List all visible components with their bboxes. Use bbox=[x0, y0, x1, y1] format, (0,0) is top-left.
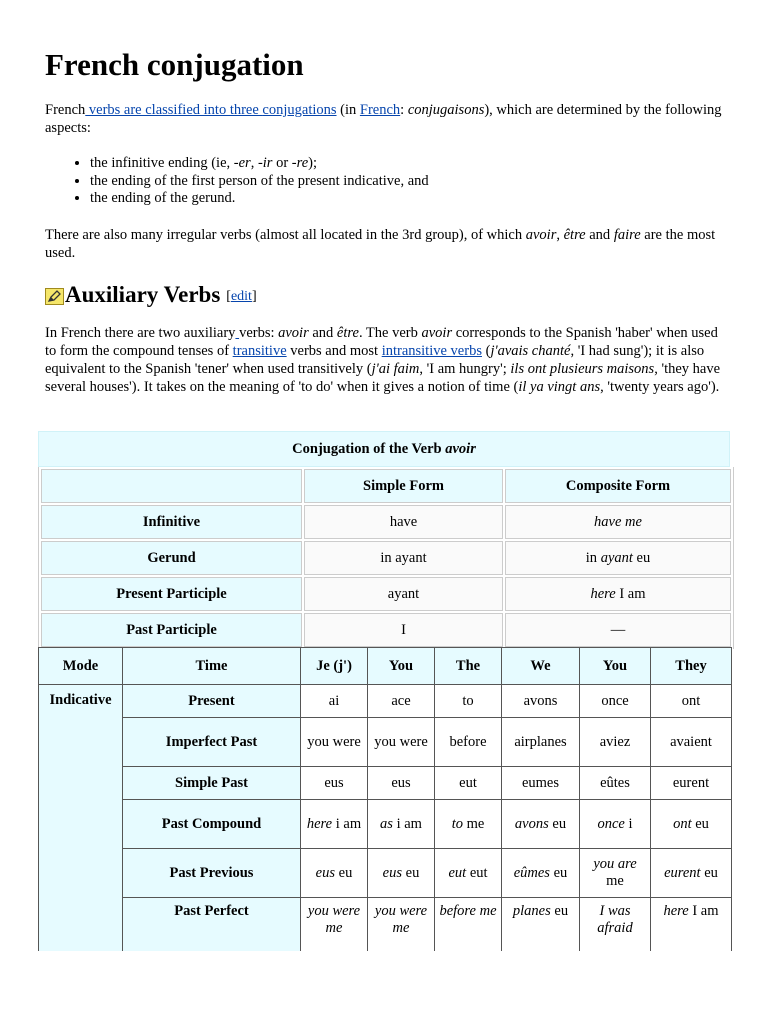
composite-form-cell: have me bbox=[505, 505, 731, 539]
table-row bbox=[39, 800, 732, 849]
intro-text: verbs are classified into three bbox=[85, 102, 263, 118]
composite-form-cell: here I am bbox=[505, 577, 731, 611]
time-cell: Imperfect Past bbox=[123, 718, 301, 767]
grid-cell: I was afraid bbox=[580, 898, 651, 952]
link-french[interactable]: French bbox=[359, 102, 401, 118]
simple-form-cell: in ayant bbox=[304, 541, 503, 575]
col-header-time: Time bbox=[123, 648, 301, 685]
col-header-simple: Simple Form bbox=[304, 469, 503, 503]
grid-cell: eus eu bbox=[368, 849, 435, 898]
grid-cell: avaient bbox=[651, 718, 732, 767]
grid-cell: before me bbox=[435, 898, 502, 952]
row-label: Infinitive bbox=[41, 505, 302, 539]
table-row bbox=[41, 469, 731, 503]
composite-form-cell: in ayant eu bbox=[505, 541, 731, 575]
grid-cell: eut eut bbox=[435, 849, 502, 898]
table-row bbox=[39, 685, 732, 718]
section-title: Auxiliary Verbs bbox=[65, 282, 221, 307]
col-header-we: We bbox=[502, 648, 580, 685]
grid-cell: you are me bbox=[580, 849, 651, 898]
row-label: Present Participle bbox=[41, 577, 302, 611]
grid-cell: eûtes bbox=[580, 767, 651, 800]
edit-section: [edit] bbox=[226, 289, 257, 304]
row-label: Past Participle bbox=[41, 613, 302, 647]
col-header-they: They bbox=[651, 648, 732, 685]
table-row bbox=[41, 613, 731, 647]
table-row bbox=[39, 898, 732, 952]
grid-cell: eus eu bbox=[301, 849, 368, 898]
time-cell: Past Perfect bbox=[123, 898, 301, 952]
grid-cell: eumes bbox=[502, 767, 580, 800]
empty-header-cell bbox=[41, 469, 302, 503]
list-item: • the infinitive ending (ie, -er, -ir or -re); bbox=[90, 155, 768, 173]
section-heading bbox=[45, 281, 257, 309]
conjugation-table bbox=[38, 431, 730, 649]
col-header-composite: Composite Form bbox=[505, 469, 731, 503]
table-row bbox=[41, 577, 731, 611]
intro-text: French bbox=[45, 102, 86, 118]
list-item: • the ending of the first person of the present indicative, and bbox=[90, 173, 768, 191]
pencil-icon bbox=[45, 288, 64, 305]
time-cell: Past Previous bbox=[123, 849, 301, 898]
grid-cell: here I am bbox=[651, 898, 732, 952]
table-row bbox=[39, 849, 732, 898]
grid-cell: you were bbox=[301, 718, 368, 767]
grid-cell: you were me bbox=[301, 898, 368, 952]
grid-cell: aviez bbox=[580, 718, 651, 767]
grid-cell: avons bbox=[502, 685, 580, 718]
grid-cell: ont bbox=[651, 685, 732, 718]
grid-cell: ace bbox=[368, 685, 435, 718]
grid-cell: once bbox=[580, 685, 651, 718]
time-cell: Present bbox=[123, 685, 301, 718]
simple-form-cell: I bbox=[304, 613, 503, 647]
grid-cell: here i am bbox=[301, 800, 368, 849]
grid-cell: eûmes eu bbox=[502, 849, 580, 898]
table-row bbox=[41, 541, 731, 575]
aspects-list bbox=[45, 155, 768, 208]
table-row bbox=[39, 648, 732, 685]
grid-cell: eus bbox=[301, 767, 368, 800]
intro-text: ), which are determined by the following aspects: bbox=[45, 102, 722, 136]
forms-table bbox=[38, 467, 734, 649]
grid-cell: avons eu bbox=[502, 800, 580, 849]
grid-cell: airplanes bbox=[502, 718, 580, 767]
composite-form-cell: — bbox=[505, 613, 731, 647]
auxiliary-paragraph: In French there are two auxiliary verbs: avoir and être. The verb avoir corresponds to the Spanish 'haber' when used to form the compound tenses of transitive verbs and most intransitive verbs (j'avais chanté, 'I had sung'); it is also equivalent to the Spanish 'tener' when used transitively (j'ai faim, 'I am hungry'; ils ont plusieurs maisons, 'they have several houses'). It takes on the meaning of 'to do' when it gives a notion of time (il ya vingt ans, 'twenty years ago'). bbox=[45, 325, 721, 395]
grid-cell: ont eu bbox=[651, 800, 732, 849]
table-caption: Conjugation of the Verb avoir bbox=[38, 431, 730, 467]
intro-paragraph bbox=[45, 101, 725, 137]
col-header-the: The bbox=[435, 648, 502, 685]
row-label: Gerund bbox=[41, 541, 302, 575]
time-cell: Past Compound bbox=[123, 800, 301, 849]
link-conjugations[interactable]: conjugations bbox=[262, 102, 337, 118]
grid-cell: to me bbox=[435, 800, 502, 849]
col-header-mode: Mode bbox=[39, 648, 123, 685]
irregular-paragraph: There are also many irregular verbs (almost all located in the 3rd group), of which avoir, être and faire are the most used. bbox=[45, 227, 716, 261]
intro-text: : bbox=[400, 102, 408, 118]
grid-cell: as i am bbox=[368, 800, 435, 849]
link-intransitive-verbs[interactable]: intransitive verbs bbox=[381, 343, 482, 359]
grid-cell: planes eu bbox=[502, 898, 580, 952]
table-row bbox=[39, 767, 732, 800]
grid-cell: you were bbox=[368, 718, 435, 767]
intro-text: (in bbox=[336, 102, 360, 118]
list-item: • the ending of the gerund. bbox=[90, 190, 768, 208]
grid-cell: eut bbox=[435, 767, 502, 800]
simple-form-cell: have bbox=[304, 505, 503, 539]
grid-cell: before bbox=[435, 718, 502, 767]
grid-cell: you were me bbox=[368, 898, 435, 952]
table-row bbox=[39, 718, 732, 767]
grid-cell: eus bbox=[368, 767, 435, 800]
col-header-you-plural: You bbox=[580, 648, 651, 685]
table-row bbox=[41, 505, 731, 539]
intro-italic: conjugaisons bbox=[407, 102, 485, 118]
link-transitive[interactable]: transitive bbox=[232, 343, 287, 359]
page-title: French conjugation bbox=[45, 47, 304, 82]
grid-cell: eurent eu bbox=[651, 849, 732, 898]
col-header-you: You bbox=[368, 648, 435, 685]
edit-link[interactable]: edit bbox=[230, 289, 252, 304]
time-cell: Simple Past bbox=[123, 767, 301, 800]
grid-cell: eurent bbox=[651, 767, 732, 800]
grid-cell: to bbox=[435, 685, 502, 718]
mode-cell: Indicative bbox=[39, 685, 123, 952]
simple-form-cell: ayant bbox=[304, 577, 503, 611]
conjugation-grid bbox=[38, 647, 732, 951]
col-header-je: Je (j') bbox=[301, 648, 368, 685]
grid-cell: ai bbox=[301, 685, 368, 718]
grid-cell: once i bbox=[580, 800, 651, 849]
